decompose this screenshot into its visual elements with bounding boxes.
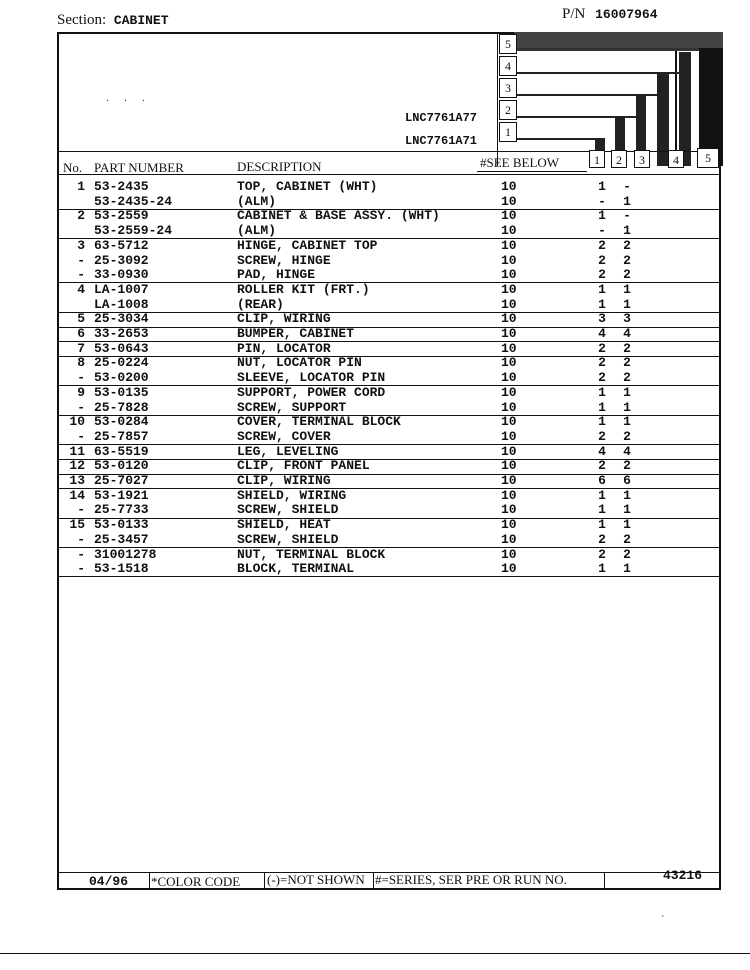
row-part-number: LA-1007 [94,281,149,297]
footer-divider-3 [373,872,374,890]
table-row [59,268,721,283]
table-row [59,430,721,445]
row-see-below: 10 [501,296,517,312]
row-qty-series-2: 2 [623,340,631,356]
bottom-rule [0,953,750,954]
row-see-below: 10 [501,399,517,415]
table-row [59,562,721,577]
model-number-1: LNC7761A77 [405,111,478,125]
row-see-below: 10 [501,370,517,386]
series-box-3: 3 [499,78,517,98]
row-no: - [77,531,85,547]
table-row [59,518,721,533]
row-see-below: 10 [501,428,517,444]
row-see-below: 10 [501,546,517,562]
row-no: - [77,370,85,386]
row-see-below: 10 [501,267,517,283]
row-part-number: 31001278 [94,546,157,562]
row-description: CLIP, WIRING [237,473,331,488]
row-part-number: 33-0930 [94,267,149,283]
row-qty-series-2: 2 [623,355,631,371]
row-description: TOP, CABINET (WHT) [237,179,378,194]
series-box-2: 2 [499,100,517,120]
row-see-below: 10 [501,443,517,459]
row-qty-series-2: 2 [623,237,631,253]
row-no: 7 [77,340,85,356]
row-description: (ALM) [237,193,277,209]
row-description: BLOCK, TERMINAL [237,561,355,577]
footer-date: 04/96 [89,874,129,889]
row-part-number: 25-7828 [94,399,149,415]
footer-not-shown: (-)=NOT SHOWN [267,872,365,887]
row-divider [59,576,721,577]
row-description: (ALM) [237,223,277,239]
row-no: 4 [77,281,85,297]
row-qty-series-1: - [598,223,606,239]
row-qty-series-1: 1 [598,281,606,297]
series-box-5: 5 [499,34,517,54]
row-qty-series-2: 1 [623,384,631,400]
row-see-below: 10 [501,517,517,533]
row-description: CABINET & BASE ASSY. (WHT) [237,208,440,224]
table-row [59,474,721,489]
row-qty-series-1: 4 [598,326,606,341]
col-series-1: 1 [589,150,605,168]
row-see-below: 10 [501,340,517,356]
table-row [59,548,721,563]
row-see-below: 10 [501,193,517,209]
row-description: SCREW, HINGE [237,252,331,268]
row-no: - [77,502,85,518]
row-description: SHIELD, HEAT [237,517,331,533]
table-row [59,254,721,269]
scan-mark-2: ˊ [661,915,665,926]
row-see-below: 10 [501,237,517,253]
series-box-1: 1 [499,122,517,142]
table-row [59,445,721,460]
parts-sheet [57,32,721,890]
row-qty-series-1: 4 [598,443,606,459]
row-part-number: 53-1921 [94,487,149,503]
row-qty-series-1: 2 [598,428,606,444]
row-qty-series-2: 1 [623,502,631,518]
row-see-below: 10 [501,326,517,341]
row-description: PAD, HINGE [237,267,316,283]
row-qty-series-2: 2 [623,370,631,386]
row-description: SCREW, SHIELD [237,531,339,547]
row-qty-series-2: 2 [623,531,631,547]
row-see-below: 10 [501,355,517,371]
table-row [59,489,721,504]
row-qty-series-1: 1 [598,399,606,415]
row-qty-series-1: 1 [598,179,606,194]
row-qty-series-2: 4 [623,443,631,459]
row-qty-series-2: 1 [623,517,631,533]
table-row [59,503,721,518]
row-description: NUT, LOCATOR PIN [237,355,362,371]
series-box-frame [497,32,498,166]
row-part-number: 63-5519 [94,443,149,459]
row-see-below: 10 [501,281,517,297]
row-qty-series-2: 1 [623,561,631,577]
row-part-number: 53-0643 [94,340,149,356]
table-row [59,386,721,401]
row-part-number: 25-3457 [94,531,149,547]
footer-divider-4 [604,872,605,890]
col-series-4: 4 [668,150,684,168]
row-qty-series-2: 1 [623,193,631,209]
row-part-number: 25-0224 [94,355,149,371]
row-qty-series-2: 1 [623,487,631,503]
row-see-below: 10 [501,458,517,474]
row-description: SCREW, COVER [237,428,331,444]
row-part-number: 25-3034 [94,311,149,327]
row-see-below: 10 [501,561,517,577]
footer-doc-number: 43216 [663,868,703,883]
table-row [59,533,721,548]
row-qty-series-2: 1 [623,296,631,312]
row-qty-series-1: 1 [598,487,606,503]
table-row [59,371,721,386]
row-qty-series-2: 1 [623,281,631,297]
row-description: SHIELD, WIRING [237,487,347,503]
row-see-below: 10 [501,414,517,430]
row-description: ROLLER KIT (FRT.) [237,281,370,297]
row-no: 8 [77,355,85,371]
row-see-below: 10 [501,384,517,400]
footer-divider-1 [149,872,150,890]
row-qty-series-2: 2 [623,267,631,283]
col-series-2: 2 [611,150,627,168]
row-see-below: 10 [501,311,517,327]
row-part-number: 53-0135 [94,384,149,400]
row-part-number: 53-2559-24 [94,223,173,239]
row-no: 1 [77,179,85,194]
row-see-below: 10 [501,208,517,224]
model-number-2: LNC7761A71 [405,134,478,148]
series-staircase-graphic [514,32,723,48]
row-see-below: 10 [501,487,517,503]
footer-color-code: *COLOR CODE [151,874,241,889]
header-bottom-rule [59,174,719,175]
pn-label: P/N [562,6,586,22]
row-part-number: 33-2653 [94,326,149,341]
table-row [59,401,721,416]
row-see-below: 10 [501,252,517,268]
row-description: SCREW, SUPPORT [237,399,347,415]
row-qty-series-1: 1 [598,414,606,430]
row-part-number: LA-1008 [94,296,149,312]
table-row [59,283,721,298]
row-part-number: 53-2435 [94,179,149,194]
table-row [59,459,721,474]
pn-value: 16007964 [595,7,658,22]
row-qty-series-1: 3 [598,311,606,327]
row-no: 5 [77,311,85,327]
row-part-number: 53-2559 [94,208,149,224]
row-qty-series-1: 1 [598,561,606,577]
row-description: NUT, TERMINAL BLOCK [237,546,386,562]
row-part-number: 53-0200 [94,370,149,386]
row-no: 3 [77,237,85,253]
row-qty-series-2: 1 [623,414,631,430]
row-part-number: 53-0120 [94,458,149,474]
row-part-number: 53-0284 [94,414,149,430]
scan-mark: · · · [106,96,151,107]
row-description: BUMPER, CABINET [237,326,355,341]
col-part-number: PART NUMBER [94,160,184,175]
row-qty-series-2: 3 [623,311,631,327]
row-qty-series-2: 2 [623,252,631,268]
row-qty-series-2: - [623,179,631,194]
row-qty-series-2: - [623,208,631,224]
col-description: DESCRIPTION [237,159,322,174]
row-qty-series-2: 1 [623,399,631,415]
row-qty-series-1: - [598,193,606,209]
row-no: - [77,399,85,415]
series-box-4: 4 [499,56,517,76]
row-description: HINGE, CABINET TOP [237,237,378,253]
row-no: 15 [69,517,85,533]
row-no: 2 [77,208,85,224]
footer-series-note: #=SERIES, SER PRE OR RUN NO. [375,872,567,887]
row-description: CLIP, FRONT PANEL [237,458,370,474]
part-number-header [562,6,658,23]
row-qty-series-1: 1 [598,502,606,518]
footer-divider-2 [264,872,265,890]
row-qty-series-1: 2 [598,252,606,268]
col-series-3: 3 [634,150,650,168]
row-no: - [77,561,85,577]
row-description: CLIP, WIRING [237,311,331,327]
col-series-5: 5 [697,148,719,168]
row-no: - [77,428,85,444]
row-description: SLEEVE, LOCATOR PIN [237,370,386,386]
row-qty-series-1: 1 [598,517,606,533]
row-qty-series-1: 2 [598,267,606,283]
row-qty-series-1: 2 [598,370,606,386]
table-row [59,342,721,357]
table-row [59,224,721,239]
row-qty-series-2: 1 [623,223,631,239]
row-qty-series-1: 2 [598,340,606,356]
row-description: SUPPORT, POWER CORD [237,384,386,400]
row-see-below: 10 [501,179,517,194]
row-no: 10 [69,414,85,430]
col-no: No. [63,160,83,175]
row-part-number: 63-5712 [94,237,149,253]
col-see-below: #SEE BELOW [480,155,560,170]
section-label [57,12,169,29]
row-qty-series-2: 2 [623,458,631,474]
row-no: 6 [77,326,85,341]
row-qty-series-1: 2 [598,546,606,562]
row-qty-series-1: 1 [598,384,606,400]
row-qty-series-1: 2 [598,531,606,547]
row-qty-series-2: 4 [623,326,631,341]
row-qty-series-1: 2 [598,355,606,371]
row-see-below: 10 [501,502,517,518]
row-qty-series-1: 6 [598,473,606,488]
section-label-text: Section: [57,12,107,28]
row-qty-series-2: 6 [623,473,631,488]
table-row [59,356,721,371]
table-row [59,195,721,210]
row-see-below: 10 [501,473,517,488]
row-qty-series-2: 2 [623,546,631,562]
see-below-rule [477,171,587,172]
row-qty-series-1: 2 [598,458,606,474]
row-description: COVER, TERMINAL BLOCK [237,414,401,430]
row-no: - [77,546,85,562]
table-row [59,312,721,327]
table-row [59,415,721,430]
row-part-number: 53-1518 [94,561,149,577]
row-qty-series-1: 1 [598,296,606,312]
row-part-number: 25-7027 [94,473,149,488]
row-no: 12 [69,458,85,474]
row-part-number: 53-2435-24 [94,193,173,209]
row-description: (REAR) [237,296,284,312]
leader-5 [517,48,699,51]
row-description: SCREW, SHIELD [237,502,339,518]
row-qty-series-1: 2 [598,237,606,253]
table-row [59,327,721,342]
table-row [59,209,721,224]
row-description: PIN, LOCATOR [237,340,331,356]
row-description: LEG, LEVELING [237,443,339,459]
row-no: - [77,252,85,268]
table-row [59,180,721,195]
row-no: 9 [77,384,85,400]
row-part-number: 25-7733 [94,502,149,518]
leader-4 [517,72,679,74]
row-no: 11 [69,443,85,459]
row-no: 13 [69,473,85,488]
section-value: CABINET [113,13,169,28]
row-no: - [77,267,85,283]
leader-2 [517,116,636,118]
table-row [59,298,721,313]
row-part-number: 53-0133 [94,517,149,533]
staircase-bar-4 [679,52,691,166]
leader-1 [517,138,595,140]
row-see-below: 10 [501,531,517,547]
row-qty-series-1: 1 [598,208,606,224]
row-part-number: 25-7857 [94,428,149,444]
table-row [59,239,721,254]
row-part-number: 25-3092 [94,252,149,268]
row-no: 14 [69,487,85,503]
row-qty-series-2: 2 [623,428,631,444]
row-see-below: 10 [501,223,517,239]
leader-3 [517,94,657,96]
